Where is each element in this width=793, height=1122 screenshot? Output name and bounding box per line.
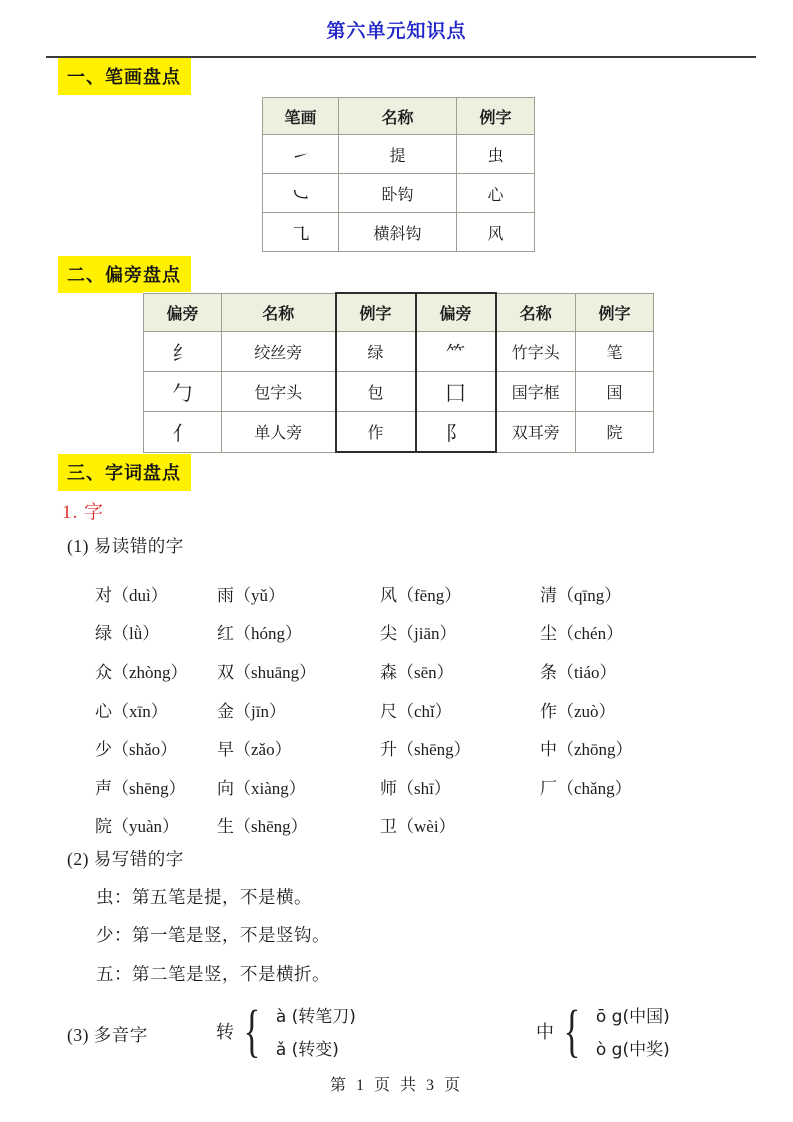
col-header-example: 例字: [336, 293, 416, 332]
stroke-name: 提: [339, 135, 457, 174]
word-item: 对（duì）: [95, 585, 168, 605]
word-item: 尖（jiān）: [380, 624, 457, 644]
radical-glyph: 纟: [144, 332, 222, 372]
polyphone-char: 中: [536, 1022, 554, 1042]
word-item: 尘（chén）: [540, 624, 624, 644]
radical-example: 作: [336, 412, 416, 453]
word-item: 尺（chǐ）: [380, 701, 452, 721]
reading-item: ò g(中奖): [595, 1040, 670, 1060]
table-row: [144, 412, 654, 453]
radical-glyph: 亻: [144, 412, 222, 453]
word-item: 院（yuàn）: [95, 817, 180, 837]
section-heading-radicals: 二、偏旁盘点: [58, 256, 191, 293]
word-item: 双（shuāng）: [217, 662, 317, 682]
word-item: 升（shēng）: [380, 740, 471, 760]
table-row: [144, 372, 654, 412]
label-miswrite: (2) 易写错的字: [67, 849, 184, 869]
page-footer: 第 1 页 共 3 页: [329, 1077, 463, 1094]
col-header-name: 名称: [222, 293, 336, 332]
reading-item: à (转笔刀): [275, 1007, 356, 1027]
radical-name: 包字头: [222, 372, 336, 412]
word-item: 清（qīng）: [540, 585, 622, 605]
radical-example: 包: [336, 372, 416, 412]
stroke-example: 心: [457, 174, 535, 213]
misread-word-grid: [95, 574, 690, 844]
reading-item: ǎ (转变): [275, 1040, 339, 1060]
table-row: [263, 213, 535, 252]
table-row: [263, 174, 535, 213]
word-item: 师（shī）: [380, 778, 451, 798]
word-item: 作（zuò）: [540, 701, 616, 721]
polyphone-group-zhuan: [216, 998, 356, 1064]
stroke-glyph-hengxiegou: ㇈: [263, 213, 339, 252]
polyphone-group-zhong: [536, 998, 670, 1064]
word-item: 森（sēn）: [380, 662, 454, 682]
stroke-glyph-ti: ㇀: [263, 135, 339, 174]
miswrite-note: 五：第二笔是竖，不是横折。: [96, 964, 330, 984]
col-header-stroke: 笔画: [263, 98, 339, 135]
stroke-table: [262, 97, 535, 252]
stroke-name: 卧钩: [339, 174, 457, 213]
miswrite-note: 少：第一笔是竖，不是竖钩。: [96, 925, 330, 945]
word-item: 雨（yǔ）: [217, 585, 285, 605]
radical-name: 绞丝旁: [222, 332, 336, 372]
radical-table-header-row: [144, 293, 654, 332]
section-heading-words: 三、字词盘点: [58, 454, 191, 491]
col-header-name: 名称: [496, 293, 576, 332]
word-item: 心（xīn）: [95, 701, 168, 721]
word-item: 早（zǎo）: [217, 740, 292, 760]
radical-glyph: 阝: [416, 412, 496, 453]
word-item: 绿（lǜ）: [95, 624, 160, 644]
section-heading-strokes: 一、笔画盘点: [58, 58, 191, 95]
brace-glyph: {: [243, 998, 261, 1063]
radical-name: 单人旁: [222, 412, 336, 453]
radical-glyph: 勹: [144, 372, 222, 412]
radical-name: 双耳旁: [496, 412, 576, 453]
stroke-name: 横斜钩: [339, 213, 457, 252]
col-header-name: 名称: [339, 98, 457, 135]
radical-name: 竹字头: [496, 332, 576, 372]
subsection-zi: 1. 字: [62, 502, 105, 523]
word-item: 少（shǎo）: [95, 740, 178, 760]
reading-item: ō g(中国): [595, 1007, 670, 1027]
col-header-example: 例字: [576, 293, 654, 332]
word-item: 红（hóng）: [217, 624, 302, 644]
radical-example: 国: [576, 372, 654, 412]
word-item: 声（shēng）: [95, 778, 186, 798]
word-item: 卫（wèi）: [380, 817, 456, 837]
page-title: 第六单元知识点: [326, 21, 467, 42]
brace-glyph: {: [563, 998, 581, 1063]
word-item: 生（shēng）: [217, 817, 308, 837]
table-row: [263, 135, 535, 174]
stroke-glyph-wogou: ㇃: [263, 174, 339, 213]
radical-table: [143, 292, 654, 453]
word-item: 金（jīn）: [217, 701, 286, 721]
stroke-example: 风: [457, 213, 535, 252]
word-item: 众（zhòng）: [95, 662, 188, 682]
radical-example: 绿: [336, 332, 416, 372]
word-item: 中（zhōng）: [540, 740, 633, 760]
radical-glyph: 囗: [416, 372, 496, 412]
polyphone-readings: [596, 1002, 670, 1060]
col-header-example: 例字: [457, 98, 535, 135]
word-item: 条（tiáo）: [540, 662, 617, 682]
polyphone-char: 转: [216, 1022, 234, 1042]
col-header-radical: 偏旁: [144, 293, 222, 332]
radical-glyph: ⺮: [416, 332, 496, 372]
col-header-radical: 偏旁: [416, 293, 496, 332]
miswrite-note: 虫：第五笔是提，不是横。: [96, 887, 312, 907]
polyphone-readings: [276, 1002, 356, 1060]
table-row: [144, 332, 654, 372]
word-item: 厂（chǎng）: [540, 778, 632, 798]
stroke-example: 虫: [457, 135, 535, 174]
word-item: 向（xiàng）: [217, 778, 306, 798]
radical-example: 院: [576, 412, 654, 453]
radical-name: 国字框: [496, 372, 576, 412]
label-polyphone: (3) 多音字: [67, 1025, 148, 1045]
word-item: 风（fēng）: [380, 585, 462, 605]
label-misread: (1) 易读错的字: [67, 536, 184, 556]
radical-example: 笔: [576, 332, 654, 372]
stroke-table-header-row: [263, 98, 535, 135]
